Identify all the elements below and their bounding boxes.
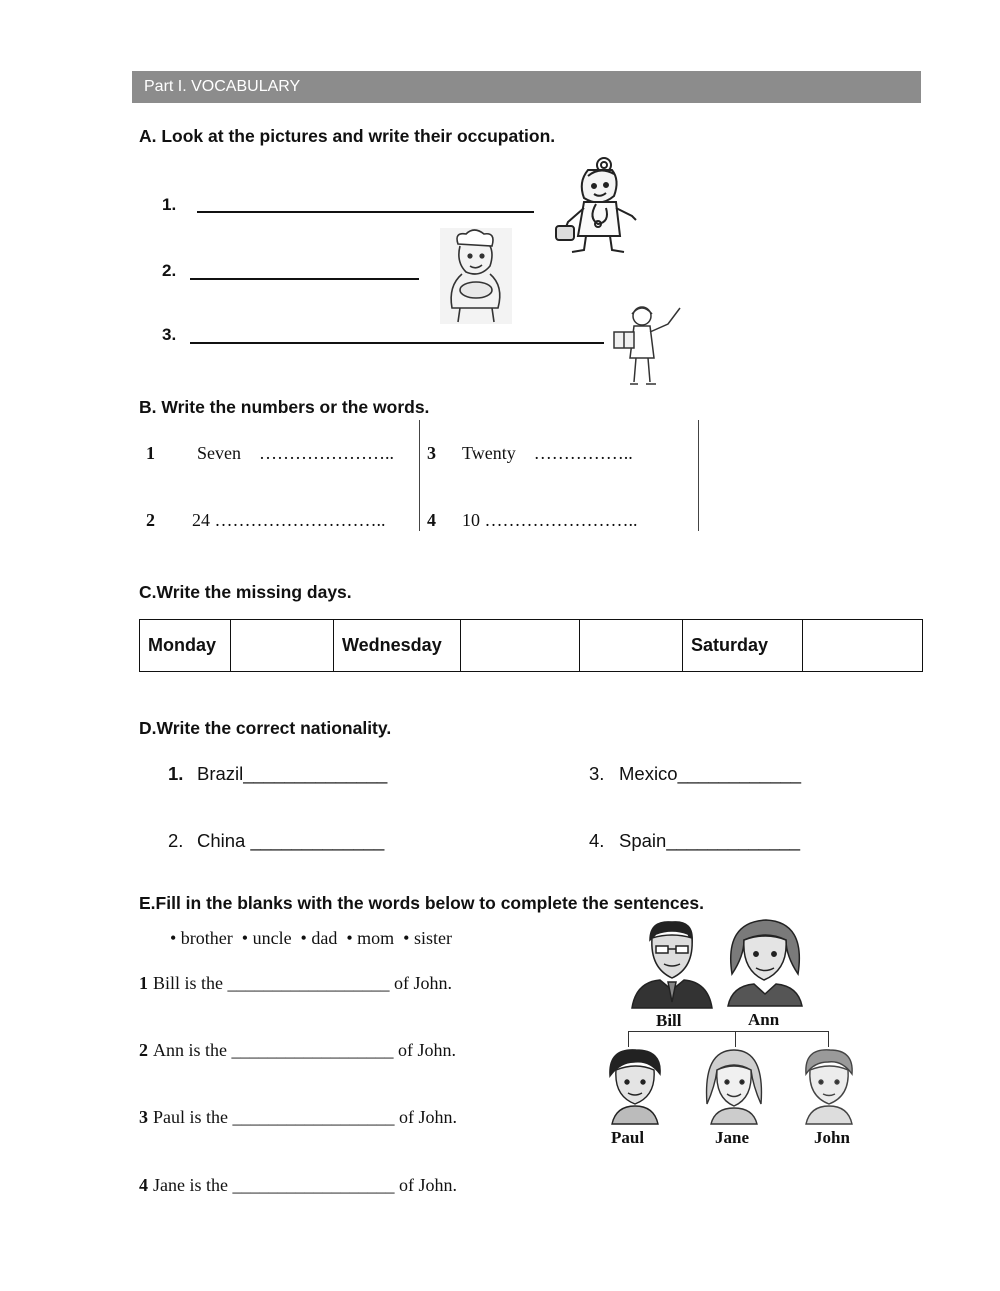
- day-cell-4-blank[interactable]: [461, 620, 580, 672]
- day-cell-3: Wednesday: [334, 620, 461, 672]
- sentence-3-text[interactable]: Paul is the __________________ of John.: [153, 1107, 457, 1127]
- family-name-ann: Ann: [748, 1010, 780, 1029]
- section-b-item-1-text[interactable]: Seven …………………..: [197, 443, 394, 463]
- day-cell-1: Monday: [140, 620, 231, 672]
- section-b-item-4-text[interactable]: 10 ……………………..: [462, 510, 638, 530]
- section-d-item-2-number: 2.: [168, 830, 184, 851]
- sentence-2-text[interactable]: Ann is the __________________ of John.: [153, 1040, 456, 1060]
- section-a-item-3-answer-line[interactable]: [190, 342, 604, 344]
- section-b-item-4-number: 4: [427, 510, 436, 530]
- doctor-picture: [548, 152, 643, 256]
- sentence-3-number: 3: [139, 1107, 148, 1127]
- sentence-1-text[interactable]: Bill is the __________________ of John.: [153, 973, 453, 993]
- section-d-item-4-number: 4.: [589, 830, 605, 851]
- section-a-title: A. Look at the pictures and write their occupation.: [139, 126, 556, 146]
- chef-picture: [440, 228, 512, 324]
- day-cell-2-blank[interactable]: [231, 620, 334, 672]
- section-d-title: D.Write the correct nationality.: [139, 718, 392, 738]
- teacher-picture: [610, 302, 690, 388]
- section-d-item-3-text[interactable]: Mexico____________: [619, 763, 802, 784]
- paul-portrait: [606, 1046, 664, 1126]
- day-cell-6: Saturday: [683, 620, 803, 672]
- family-name-bill: Bill: [656, 1011, 682, 1030]
- sentence-1-number: 1: [139, 973, 148, 993]
- section-e-title: E.Fill in the blanks with the words below to complete the sentences.: [139, 893, 704, 913]
- section-d-item-4-text[interactable]: Spain_____________: [619, 830, 801, 851]
- sentence-4-number: 4: [139, 1175, 148, 1195]
- family-name-jane: Jane: [715, 1128, 749, 1147]
- family-name-paul: Paul: [611, 1128, 645, 1147]
- family-tree-drop-paul: [628, 1031, 629, 1047]
- section-d-item-3-number: 3.: [589, 763, 605, 784]
- section-d-item-1-number: 1.: [168, 763, 184, 784]
- sentence-4-text[interactable]: Jane is the __________________ of John.: [153, 1175, 457, 1195]
- family-tree-drop-john: [828, 1031, 829, 1047]
- day-cell-5-blank[interactable]: [580, 620, 683, 672]
- section-b-title: B. Write the numbers or the words.: [139, 397, 430, 417]
- section-b-item-3-text[interactable]: Twenty ……………..: [462, 443, 633, 463]
- ann-portrait: [724, 916, 806, 1008]
- section-a-item-2-answer-line[interactable]: [190, 278, 419, 280]
- section-c-title: C.Write the missing days.: [139, 582, 352, 602]
- day-cell-7-blank[interactable]: [803, 620, 923, 672]
- section-b-item-2-text[interactable]: 24 ………………………..: [192, 510, 386, 530]
- section-a-item-1-number: 1.: [162, 195, 177, 214]
- section-b-right-border: [698, 420, 699, 531]
- section-a-item-2-number: 2.: [162, 261, 177, 280]
- john-portrait: [800, 1046, 858, 1126]
- section-a-item-1-answer-line[interactable]: [197, 211, 534, 213]
- section-d-item-1-text[interactable]: Brazil______________: [197, 763, 388, 784]
- bill-portrait: [630, 918, 714, 1010]
- family-name-john: John: [814, 1128, 850, 1147]
- section-b-item-1-number: 1: [146, 443, 155, 463]
- section-b-item-3-number: 3: [427, 443, 436, 463]
- sentence-2-number: 2: [139, 1040, 148, 1060]
- section-a-item-3-number: 3.: [162, 325, 177, 344]
- jane-portrait: [703, 1046, 765, 1126]
- days-table: [139, 619, 923, 672]
- section-d-item-2-text[interactable]: China _____________: [197, 830, 385, 851]
- part-header: Part I. VOCABULARY: [132, 71, 921, 103]
- word-bank: • brother • uncle • dad • mom • sister: [170, 928, 452, 948]
- section-b-column-divider: [419, 420, 420, 531]
- family-tree-branch-line: [628, 1031, 829, 1032]
- family-tree-drop-jane: [735, 1031, 736, 1047]
- section-b-item-2-number: 2: [146, 510, 155, 530]
